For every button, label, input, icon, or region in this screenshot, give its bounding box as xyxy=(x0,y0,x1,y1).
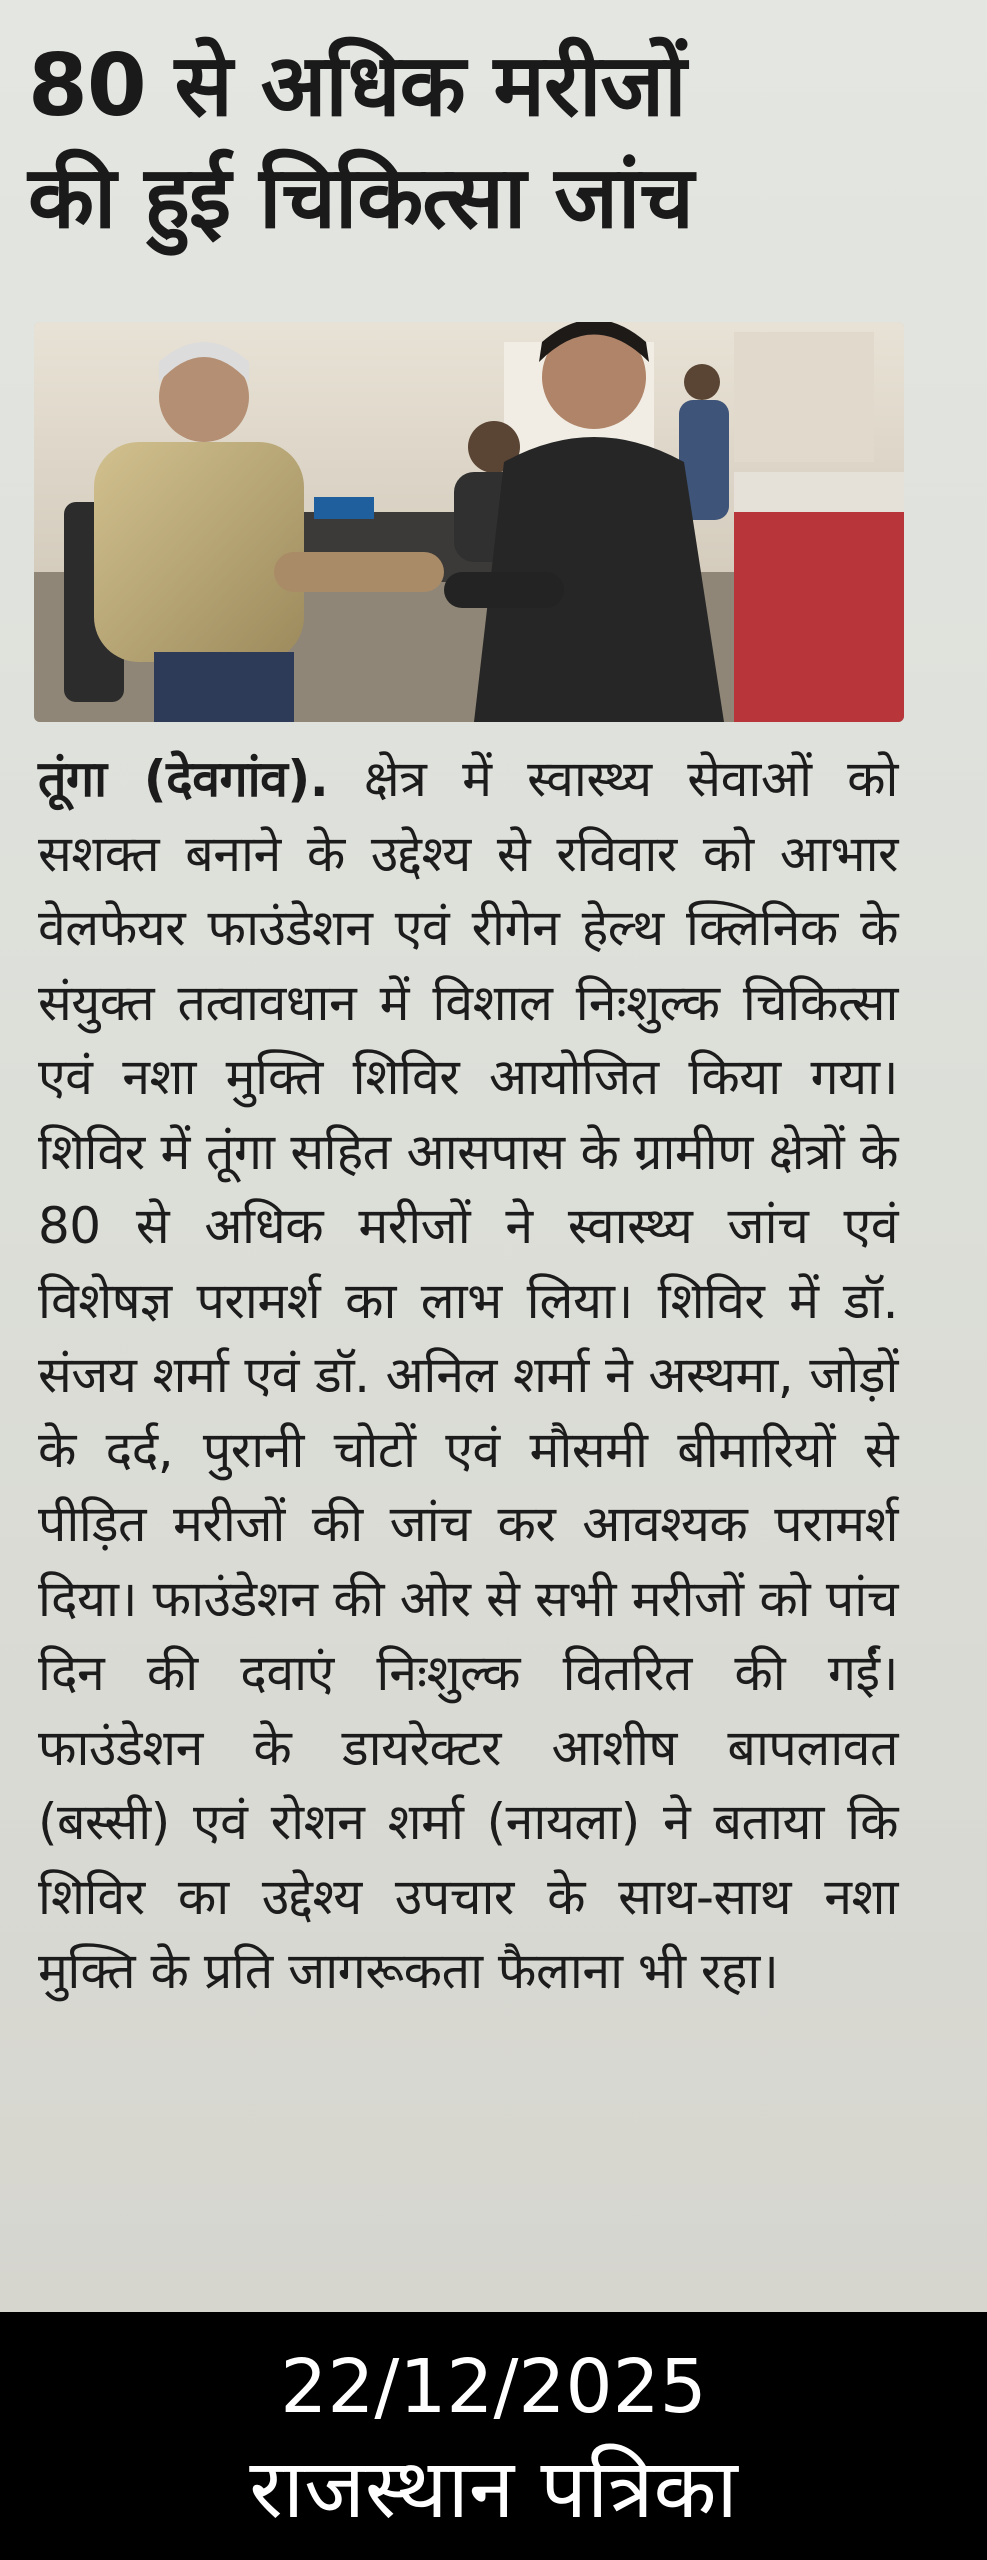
newspaper-name: राजस्थान पत्रिका xyxy=(249,2442,738,2537)
article-dateline: तूंगा (देवगांव). xyxy=(38,750,329,808)
clipping-caption xyxy=(0,2312,987,2560)
headline-line-2: की हुई चिकित्सा जांच xyxy=(28,148,693,248)
article-headline xyxy=(28,30,958,254)
publication-date: 22/12/2025 xyxy=(280,2344,707,2430)
article-body xyxy=(38,742,898,2009)
headline-line-1: 80 से अधिक मरीजों xyxy=(28,36,686,136)
article-text: क्षेत्र में स्वास्थ्य सेवाओं को सशक्त बनाने के उद्देश्य से रविवार को आभार वेलफेयर फाउंडेशन एवं रीगेन हेल्थ क्लिनिक के संयुक्त तत्वावधान में विशाल निःशुल्क चिकित्सा एवं नशा मुक्ति शिविर आयोजित किया गया। शिविर में तूंगा सहित आसपास के ग्रामीण क्षेत्रों के 80 से अधिक मरीजों ने स्वास्थ्य जांच एवं विशेषज्ञ परामर्श का लाभ लिया। शिविर में डॉ. संजय शर्मा एवं डॉ. अनिल शर्मा ने अस्थमा, जोड़ों के दर्द, पुरानी चोटों एवं मौसमी बीमारियों से पीड़ित मरीजों की जांच कर आवश्यक परामर्श दिया। फाउंडेशन की ओर से सभी मरीजों को पांच दिन की दवाएं निःशुल्क वितरित की गईं। फाउंडेशन के डायरेक्टर आशीष बापलावत (बस्सी) एवं रोशन शर्मा (नायला) ने बताया कि शिविर का उद्देश्य उपचार के साथ-साथ नशा मुक्ति के प्रति जागरूकता फैलाना भी रहा। xyxy=(38,750,898,2000)
article-photo xyxy=(34,322,904,722)
health-camp-photo xyxy=(34,322,904,722)
